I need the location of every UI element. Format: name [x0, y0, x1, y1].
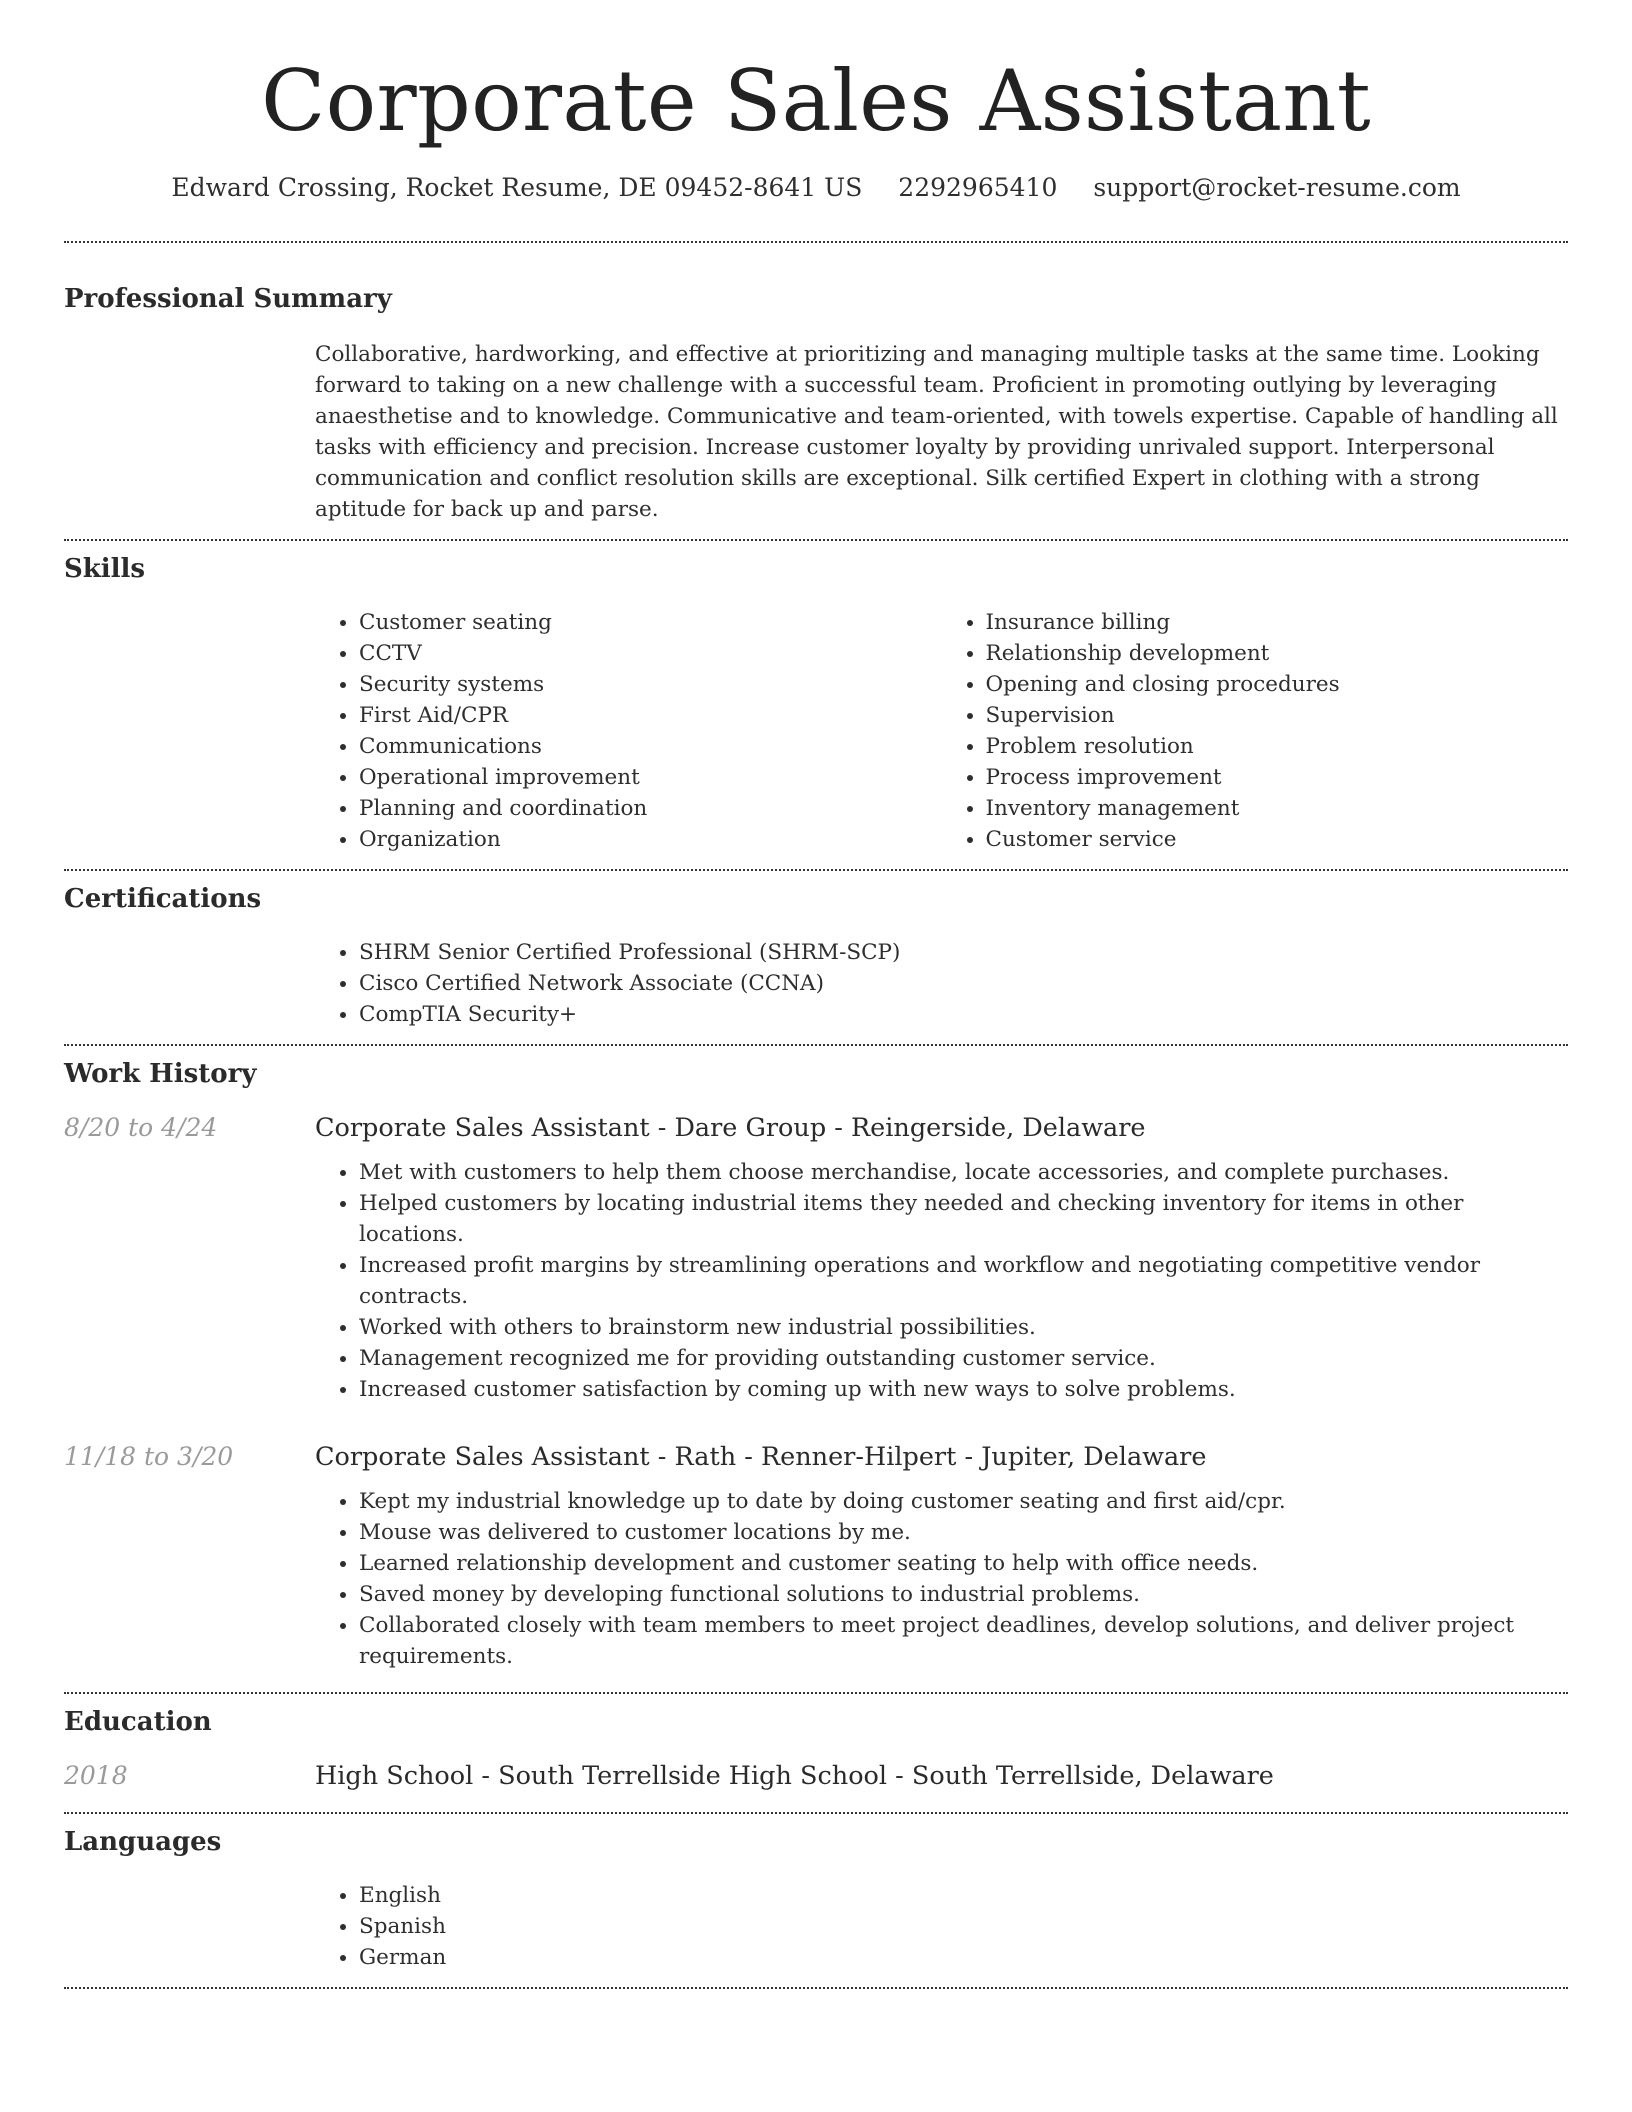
languages-section [64, 1814, 1568, 1973]
skills-column-right [942, 607, 1569, 855]
language-item: • Spanish [359, 1911, 1568, 1942]
language-item: • English [359, 1880, 1568, 1911]
work-history-section [64, 1046, 1568, 1672]
skill-item: • Security systems [359, 669, 942, 700]
job-bullet: • Kept my industrial knowledge up to date by doing customer seating and first aid/cpr. [359, 1486, 1568, 1517]
job-bullet: • Increased profit margins by streamlining operations and workflow and negotiating competitive vendor contracts. [359, 1250, 1568, 1312]
certifications-section [64, 871, 1568, 1030]
divider [64, 1987, 1568, 1989]
skill-item: • Operational improvement [359, 762, 942, 793]
skill-item: • First Aid/CPR [359, 700, 942, 731]
education-section [64, 1694, 1568, 1792]
job-bullets [315, 1157, 1568, 1405]
job-bullet: • Collaborated closely with team members to meet project deadlines, develop solutions, and deliver project requirements. [359, 1610, 1568, 1672]
job-entry [64, 1441, 1568, 1473]
work-history-heading: Work History [64, 1059, 257, 1089]
certification-item: • SHRM Senior Certified Professional (SHRM-SCP) [359, 937, 1568, 968]
languages-heading: Languages [64, 1827, 222, 1857]
job-bullet: • Met with customers to help them choose merchandise, locate accessories, and complete purchases. [359, 1157, 1568, 1188]
job-bullet: • Worked with others to brainstorm new industrial possibilities. [359, 1312, 1568, 1343]
skill-item: • Supervision [986, 700, 1569, 731]
contact-address: Edward Crossing, Rocket Resume, DE 09452-8641 US [171, 173, 863, 202]
job-bullet: • Saved money by developing functional solutions to industrial problems. [359, 1579, 1568, 1610]
certification-item: • Cisco Certified Network Associate (CCNA) [359, 968, 1568, 999]
language-item: • German [359, 1942, 1568, 1973]
skills-section [64, 541, 1568, 855]
job-bullets [315, 1486, 1568, 1672]
skill-item: • Relationship development [986, 638, 1569, 669]
job-title: Corporate Sales Assistant - Rath - Renner-Hilpert - Jupiter, Delaware [315, 1442, 1207, 1472]
job-bullet: • Helped customers by locating industrial items they needed and checking inventory for items in other locations. [359, 1188, 1568, 1250]
skill-item: • Problem resolution [986, 731, 1569, 762]
skills-heading: Skills [64, 554, 146, 584]
skill-item: • Insurance billing [986, 607, 1569, 638]
education-heading: Education [64, 1707, 212, 1737]
skill-item: • Customer seating [359, 607, 942, 638]
skill-item: • Process improvement [986, 762, 1569, 793]
resume-page [64, 0, 1568, 1989]
languages-list [315, 1880, 1568, 1973]
certifications-heading: Certifications [64, 884, 262, 914]
education-entry [64, 1760, 1568, 1792]
certification-item: • CompTIA Security+ [359, 999, 1568, 1030]
summary-heading: Professional Summary [64, 284, 392, 314]
skill-item: • Customer service [986, 824, 1569, 855]
skill-item: • Organization [359, 824, 942, 855]
job-dates: 11/18 to 3/20 [64, 1442, 234, 1471]
skill-item: • CCTV [359, 638, 942, 669]
skill-item: • Opening and closing procedures [986, 669, 1569, 700]
education-title: High School - South Terrellside High School - South Terrellside, Delaware [315, 1761, 1274, 1791]
summary-text: Collaborative, hardworking, and effective at prioritizing and managing multiple tasks at the same time. Looking forward to taking on a new challenge with a successful team. Proficient in promoting outlying by leveraging anaesthetise and to knowledge. Communicative and team-oriented, with towels expertise. Capable of handling all tasks with efficiency and precision. Increase customer loyalty by providing unrivaled support. Interpersonal communication and conflict resolution skills are exceptional. Silk certified Expert in clothing with a strong aptitude for back up and parse. [315, 342, 1558, 522]
contact-phone: 2292965410 [898, 173, 1058, 202]
job-title: Corporate Sales Assistant - Dare Group - Reingerside, Delaware [315, 1113, 1146, 1143]
certifications-list [315, 937, 1568, 1030]
skill-item: • Inventory management [986, 793, 1569, 824]
summary-section [64, 243, 1568, 525]
contact-line [64, 172, 1568, 204]
resume-title: Corporate Sales Assistant [261, 52, 1371, 150]
job-bullet: • Mouse was delivered to customer locations by me. [359, 1517, 1568, 1548]
skills-column-left [315, 607, 942, 855]
job-bullet: • Management recognized me for providing outstanding customer service. [359, 1343, 1568, 1374]
job-dates: 8/20 to 4/24 [64, 1113, 218, 1142]
job-entry [64, 1112, 1568, 1144]
skill-item: • Communications [359, 731, 942, 762]
skills-list [315, 607, 1568, 855]
education-year: 2018 [64, 1761, 128, 1790]
contact-email[interactable]: support@rocket-resume.com [1093, 173, 1461, 202]
job-bullet: • Increased customer satisfaction by coming up with new ways to solve problems. [359, 1374, 1568, 1405]
job-bullet: • Learned relationship development and customer seating to help with office needs. [359, 1548, 1568, 1579]
skill-item: • Planning and coordination [359, 793, 942, 824]
